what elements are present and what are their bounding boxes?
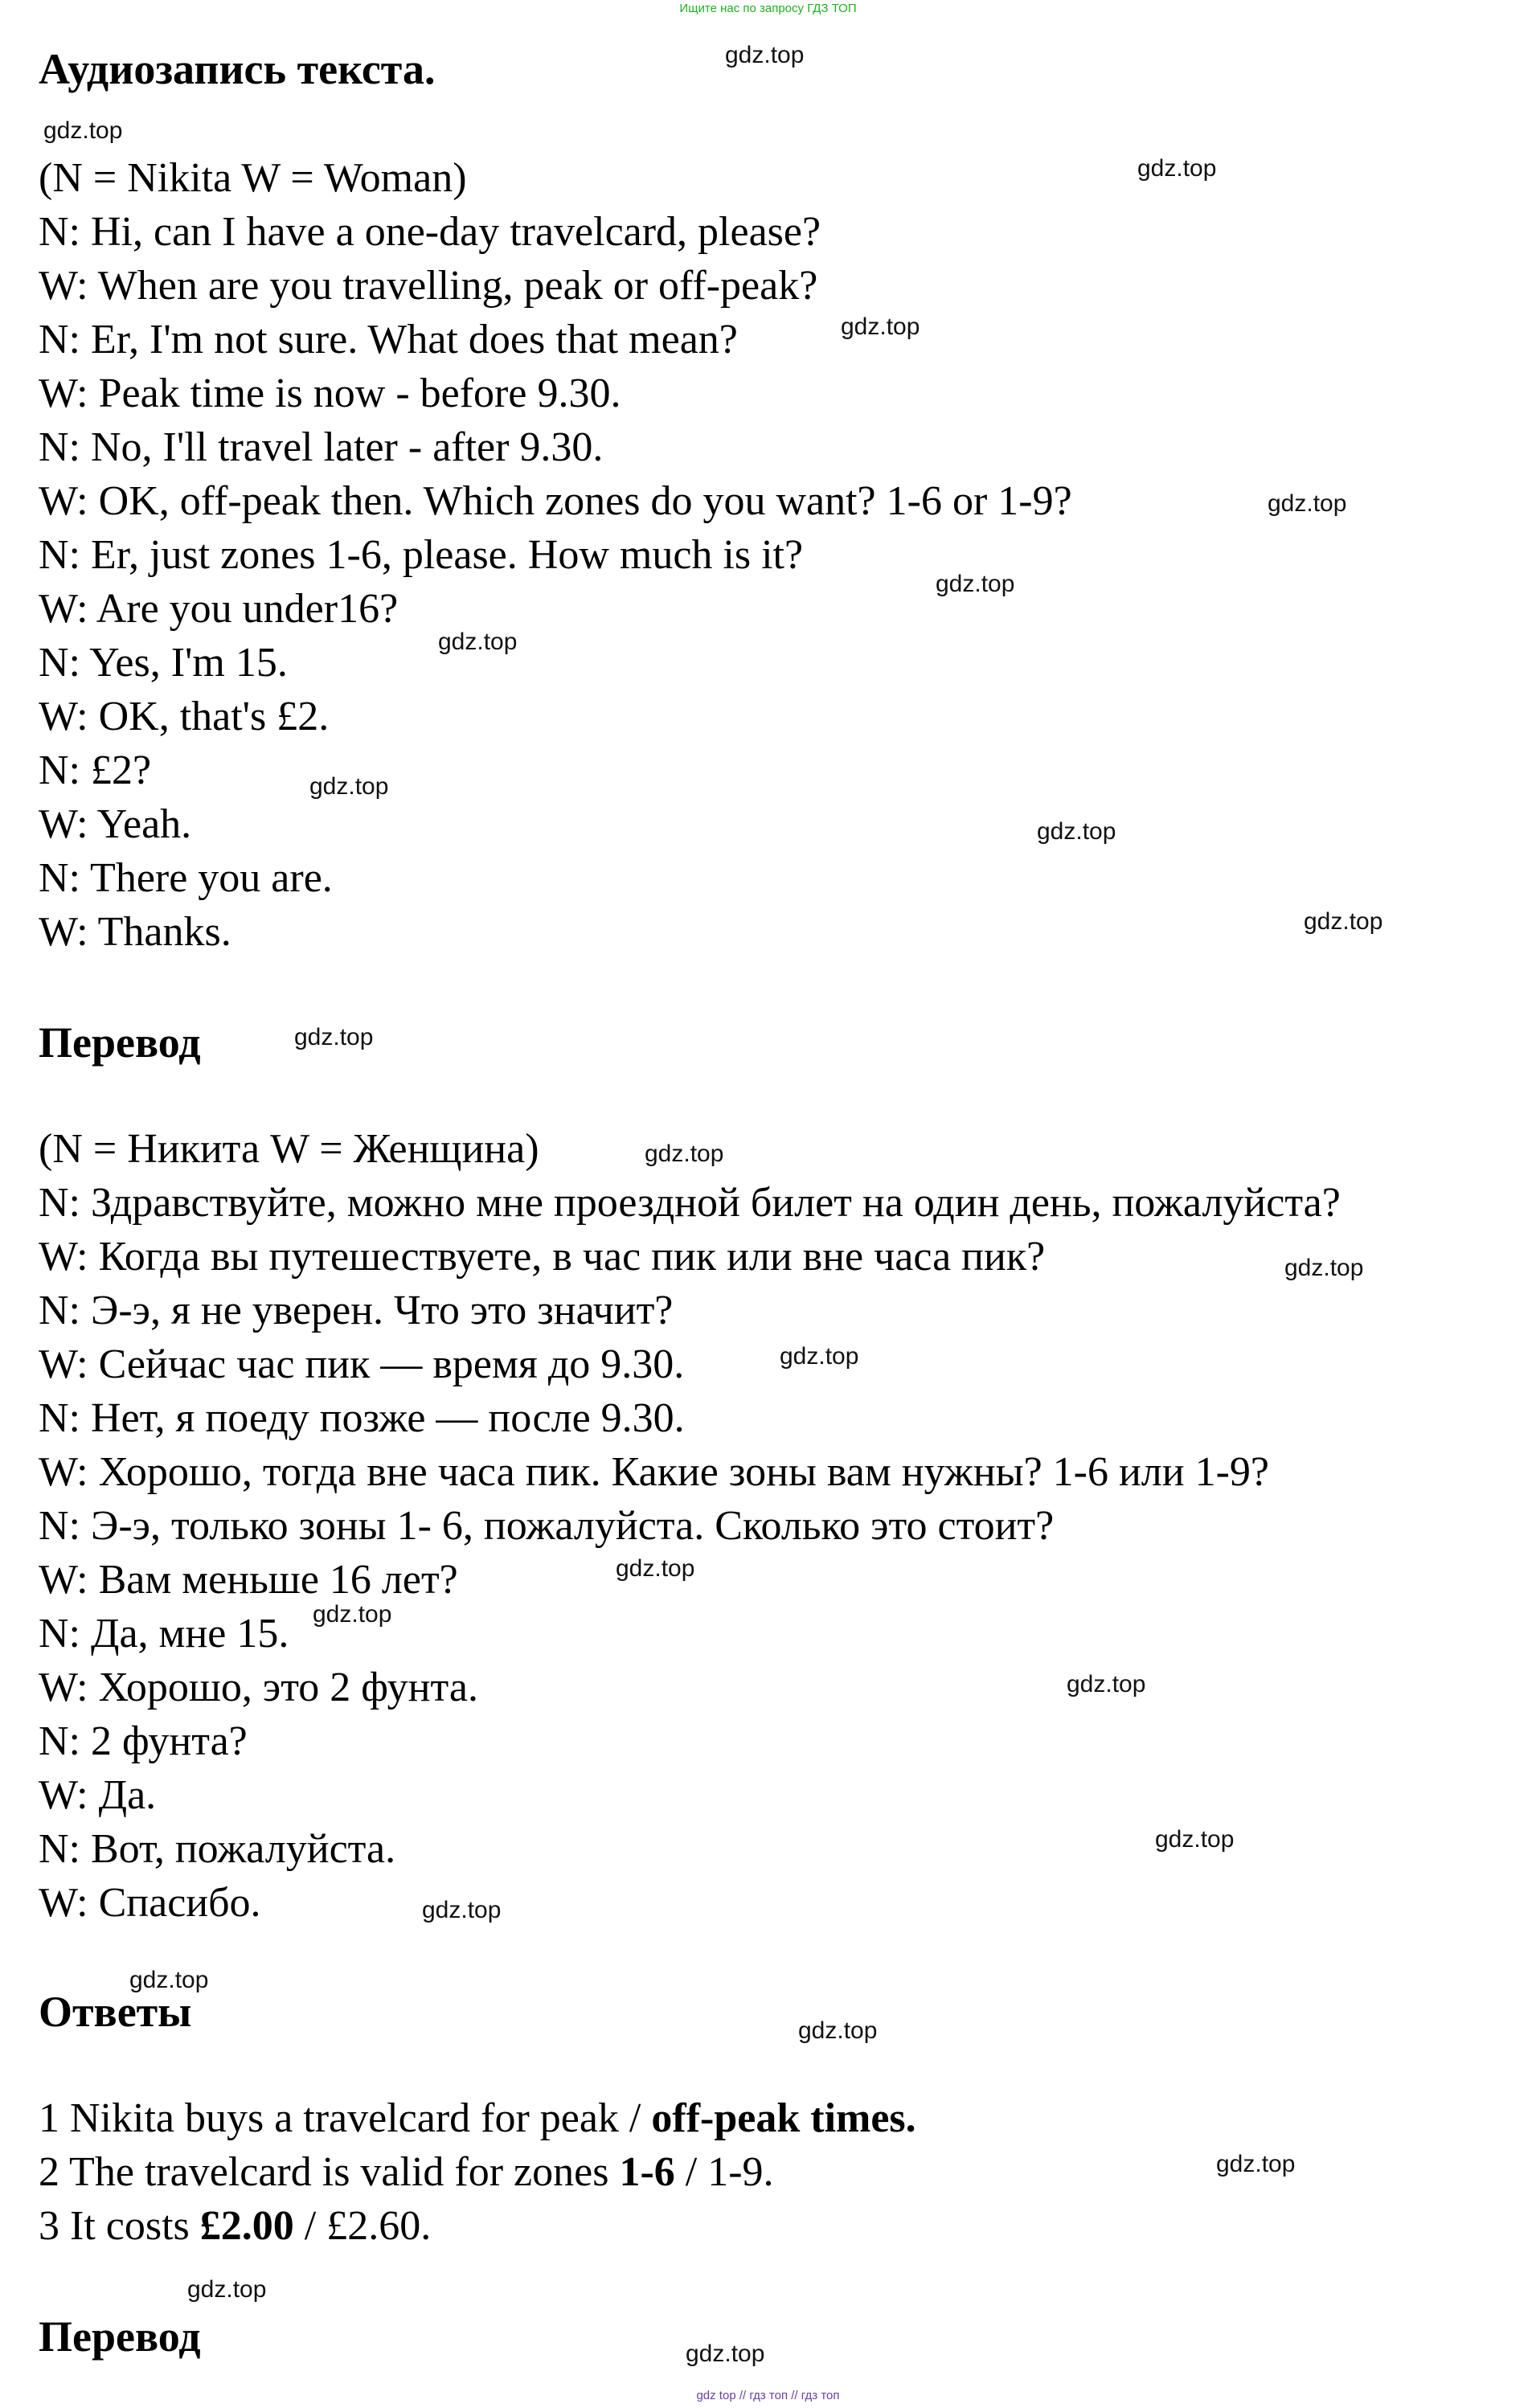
translation-line: W: Хорошо, тогда вне часа пик. Какие зоны вам нужны? 1-6 или 1-9? [39, 1449, 1269, 1495]
top-banner: Ищите нас по запросу ГДЗ ТОП [679, 2, 857, 15]
answer-item [39, 2148, 774, 2196]
watermark: gdz.top [645, 1141, 724, 1167]
watermark: gdz.top [422, 1897, 502, 1923]
watermark: gdz.top [43, 117, 123, 144]
watermark: gdz.top [725, 42, 805, 68]
translation-line: W: Спасибо. [39, 1880, 261, 1926]
audio-line: N: £2? [39, 747, 152, 793]
watermark: gdz.top [1216, 2151, 1296, 2177]
audio-line: N: Er, just zones 1-6, please. How much is it? [39, 532, 804, 578]
watermark: gdz.top [686, 2340, 765, 2367]
audio-line: N: There you are. [39, 855, 333, 901]
audio-line: W: OK, off-peak then. Which zones do you want? 1-6 or 1-9? [39, 478, 1072, 524]
answer-tail: / 1-9. [674, 2149, 774, 2195]
answers-heading: Ответы [39, 1988, 192, 2036]
audio-line: W: Are you under16? [39, 586, 399, 632]
answer-correct: 1-6 [619, 2149, 675, 2195]
translation-line: W: Когда вы путешествуете, в час пик или вне часа пик? [39, 1234, 1046, 1280]
watermark: gdz.top [309, 773, 389, 800]
watermark: gdz.top [1137, 155, 1217, 182]
watermark: gdz.top [1304, 908, 1383, 935]
translation-line: W: Да. [39, 1772, 157, 1818]
watermark: gdz.top [1284, 1255, 1364, 1281]
translation-line: W: Вам меньше 16 лет? [39, 1557, 458, 1603]
audio-line: W: When are you travelling, peak or off-peak? [39, 263, 818, 309]
translation-line: W: Хорошо, это 2 фунта. [39, 1665, 478, 1710]
translation-line: N: Э-э, только зоны 1- 6, пожалуйста. Сколько это стоит? [39, 1503, 1055, 1549]
translation-line: N: 2 фунта? [39, 1718, 248, 1764]
watermark: gdz.top [616, 1555, 695, 1582]
answer-text: 2 The travelcard is valid for zones [39, 2149, 620, 2195]
bottom-footer: gdz top // гдз топ // гдз топ [696, 2389, 840, 2402]
translation-line: W: Сейчас час пик — время до 9.30. [39, 1341, 685, 1387]
answer-item [39, 2202, 431, 2250]
audio-line: N: Yes, I'm 15. [39, 640, 288, 686]
watermark: gdz.top [1067, 1671, 1146, 1697]
audio-line: W: Yeah. [39, 801, 192, 847]
answer-tail: / £2.60. [293, 2203, 432, 2249]
answer-text: 3 It costs [39, 2203, 200, 2249]
audio-line: N: Hi, can I have a one-day travelcard, please? [39, 209, 821, 255]
watermark: gdz.top [187, 2276, 267, 2303]
answer-text: 1 Nikita buys a travelcard for peak / [39, 2095, 652, 2141]
audio-line: N: Er, I'm not sure. What does that mean? [39, 317, 738, 362]
answer-correct: £2.00 [199, 2203, 294, 2249]
answer-correct: off-peak times. [651, 2095, 916, 2141]
audio-line: W: Thanks. [39, 909, 231, 955]
watermark: gdz.top [1155, 1826, 1235, 1853]
translation-line: N: Да, мне 15. [39, 1611, 289, 1657]
translation-line: N: Здравствуйте, можно мне проездной билет на один день, пожалуйста? [39, 1180, 1341, 1226]
audio-line: W: OK, that's £2. [39, 694, 330, 739]
watermark: gdz.top [294, 1024, 374, 1050]
translation-heading: Перевод [39, 1018, 201, 1067]
watermark: gdz.top [841, 313, 920, 340]
watermark: gdz.top [798, 2017, 878, 2044]
translation-line: (N = Никита W = Женщина) [39, 1126, 539, 1172]
audio-line: (N = Nikita W = Woman) [39, 155, 467, 201]
translation-line: N: Вот, пожалуйста. [39, 1826, 396, 1872]
watermark: gdz.top [1268, 490, 1347, 517]
watermark: gdz.top [1037, 818, 1116, 845]
audio-line: W: Peak time is now - before 9.30. [39, 371, 621, 416]
watermark: gdz.top [438, 629, 518, 655]
translation2-heading: Перевод [39, 2312, 201, 2361]
answer-item [39, 2095, 916, 2142]
translation-line: N: Нет, я поеду позже — после 9.30. [39, 1395, 685, 1441]
watermark: gdz.top [780, 1343, 859, 1370]
watermark: gdz.top [313, 1601, 392, 1628]
audio-heading: Аудиозапись текста. [39, 45, 436, 93]
watermark: gdz.top [129, 1967, 209, 1993]
watermark: gdz.top [936, 571, 1015, 597]
translation-line: N: Э-э, я не уверен. Что это значит? [39, 1288, 674, 1333]
audio-line: N: No, I'll travel later - after 9.30. [39, 424, 604, 470]
